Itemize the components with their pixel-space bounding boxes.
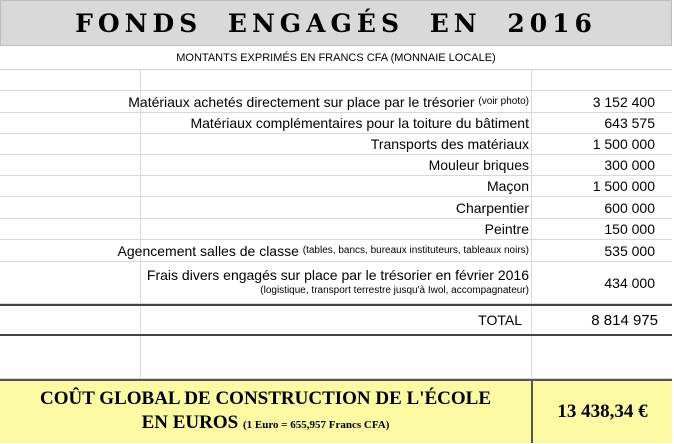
page-title: FONDS ENGAGÉS EN 2016 <box>0 0 672 46</box>
row-amount: 300 000 <box>604 157 655 173</box>
row-label: Matériaux achetés directement sur place par le trésorier <box>128 93 475 110</box>
row-amount: 1 500 000 <box>592 136 655 152</box>
row-label: Frais divers engagés sur place par le trésorier en février 2016 <box>146 266 529 283</box>
global-cost-subtitle: EN EUROS <box>141 412 239 433</box>
row-note: (voir photo) <box>478 96 529 107</box>
row-label: Maçon <box>486 178 529 194</box>
total-amount: 8 814 975 <box>591 311 658 329</box>
expense-row <box>0 155 672 176</box>
expense-row <box>0 262 672 304</box>
row-amount: 535 000 <box>604 242 655 259</box>
row-label: Mouleur briques <box>428 157 529 173</box>
row-amount: 1 500 000 <box>592 178 655 194</box>
expense-row <box>0 219 672 240</box>
row-amount: 434 000 <box>604 274 655 291</box>
expense-row <box>0 91 672 113</box>
expense-row <box>0 240 672 262</box>
row-label: Agencement salles de classe <box>117 242 299 259</box>
currency-subtitle: MONTANTS EXPRIMÉS EN FRANCS CFA (MONNAIE LOCALE) <box>0 46 672 70</box>
conversion-rate: (1 Euro = 655,957 Francs CFA) <box>242 419 390 431</box>
expense-row <box>0 113 672 134</box>
row-amount: 643 575 <box>604 115 655 131</box>
expense-row <box>0 134 672 155</box>
global-cost-amount: 13 438,34 € <box>557 401 648 422</box>
row-amount: 600 000 <box>604 199 655 216</box>
empty-row <box>0 69 672 91</box>
row-note: (tables, bancs, bureaux instituteurs, tableaux noirs) <box>302 245 529 256</box>
total-label: TOTAL <box>478 312 522 328</box>
row-amount: 150 000 <box>604 221 655 237</box>
row-label: Matériaux complémentaires pour la toiture du bâtiment <box>190 115 529 131</box>
total-row <box>0 304 672 336</box>
global-cost-title: COÛT GLOBAL DE CONSTRUCTION DE L'ÉCOLE <box>40 388 491 409</box>
expense-row <box>0 197 672 219</box>
row-label: Transports des matériaux <box>370 136 529 152</box>
row-amount: 3 152 400 <box>592 93 655 110</box>
row-label: Charpentier <box>455 199 529 216</box>
row-label: Peintre <box>484 221 529 237</box>
row-note: (logistique, transport terrestre jusqu'à Iwol, accompagnateur) <box>260 284 529 296</box>
global-cost-banner <box>0 379 672 443</box>
expense-row <box>0 176 672 197</box>
empty-row <box>0 336 672 379</box>
